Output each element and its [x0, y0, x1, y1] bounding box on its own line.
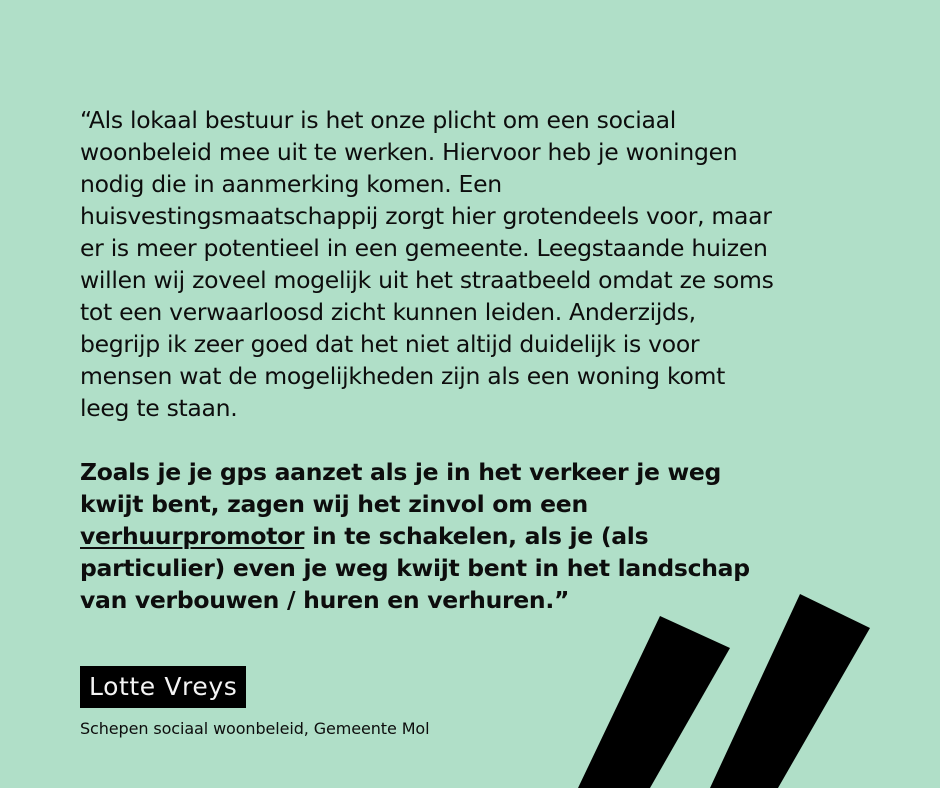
person-name-tag: Lotte Vreys — [80, 666, 246, 708]
quote-paragraph-1: “Als lokaal bestuur is het onze plicht om een sociaal woonbeleid mee uit te werken. Hiervoor heb je woningen nodig die in aanmerking komen. Een huisvestingsmaatschappij zorgt hier grotendeels voor, maar er is meer potentieel in een gemeente. Leegstaande huizen willen wij zoveel mogelijk uit het straatbeeld omdat ze soms tot een verwaarloosd zicht kunnen leiden. Anderzijds, begrijp ik zeer goed dat het niet altijd duidelijk is voor mensen wat de mogelijkheden zijn als een woning komt leeg te staan. — [80, 106, 774, 422]
quote-paragraph-2-start: Zoals je je gps aanzet als je in het verkeer je weg kwijt bent, zagen wij het zinvol om een — [80, 458, 722, 518]
quote-paragraph-2-end: in te schakelen, als je (als particulier) even je weg kwijt bent in het landschap van verbouwen / huren en verhuren.” — [80, 522, 750, 614]
quote-mark-right-stroke — [710, 594, 870, 788]
verhuurpromotor-link[interactable]: verhuurpromotor — [80, 522, 305, 550]
person-role: Schepen sociaal woonbeleid, Gemeente Mol — [80, 719, 430, 738]
quote-mark-left-stroke — [578, 616, 730, 788]
